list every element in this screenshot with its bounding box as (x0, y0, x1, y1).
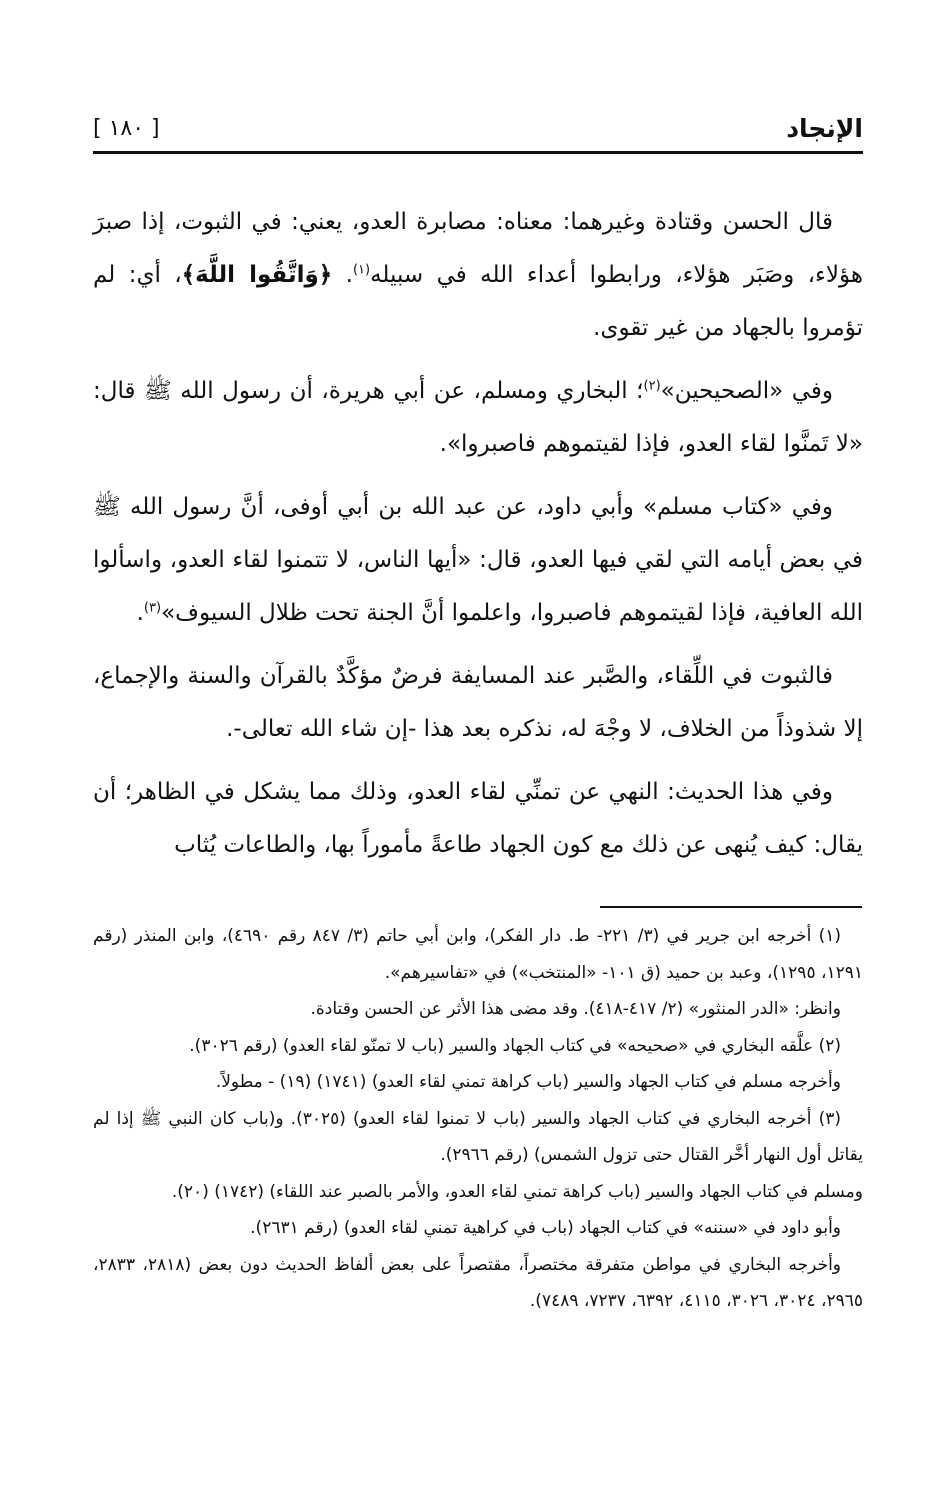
paragraph-2 (93, 365, 863, 471)
footnote-1: (١) أخرجه ابن جرير في (٣/ ٢٢١- ط. دار الفكر)، وابن أبي حاتم (٣/ ٨٤٧ رقم ٤٦٩٠)، وابن المنذر (رقم ١٢٩١، ١٢٩٥)، وعبد بن حميد (ق ١٠١- «المنتخب») في «تفاسيرهم». (93, 926, 863, 983)
footnotes (93, 918, 863, 1320)
footnote-1-continued: وانظر: «الدر المنثور» (٢/ ٤١٧-٤١٨). وقد مضى هذا الأثر عن الحسن وقتادة. (310, 999, 841, 1019)
paragraph-3-text-b: . (136, 600, 144, 626)
paragraph-2-text-a: وفي «الصحيحين» (660, 378, 833, 404)
footnote-2: (٢) علَّقه البخاري في «صحيحه» في كتاب الجهاد والسير (باب لا تمنّو لقاء العدو) (رقم ٣٠٢٦). (189, 1035, 841, 1056)
footnote-ref-1: (١) (352, 262, 371, 278)
footnote-2-continued: وأخرجه مسلم في كتاب الجهاد والسير (باب كراهة تمني لقاء العدو) (١٧٤١) (١٩) - مطولاً. (215, 1072, 841, 1092)
paragraph-5: وفي هذا الحديث: النهي عن تمنِّي لقاء العدو، وذلك مما يشكل في الظاهر؛ أن يقال: كيف يُنهى عن ذلك مع كون الجهاد طاعةً مأموراً بها، والطاعات يُثاب (93, 779, 863, 858)
paragraph-3-text-a: وفي «كتاب مسلم» وأبي داود، عن عبد الله بن أبي أوفى، أنَّ رسول الله ﷺ في بعض أيامه التي لقي فيها العدو، قال: «أيها الناس، لا تتمنوا لقاء العدو، واسألوا الله العافية، فإذا لقيتموهم فاصبروا، واعلموا أنَّ الجنة تحت ظلال السيوف» (93, 494, 863, 626)
footnote-3: (٣) أخرجه البخاري في كتاب الجهاد والسير (باب لا تمنوا لقاء العدو) (٣٠٢٥). و(باب كان النبي ﷺ إذا لم يقاتل أول النهار أخَّر القتال حتى تزول الشمس) (رقم ٢٩٦٦). (93, 1108, 863, 1165)
page-number: [ ١٨٠ ] (93, 116, 160, 141)
paragraph-1-text-b: . (332, 262, 353, 288)
paragraph-3 (93, 481, 863, 640)
footnote-ref-2: (٢) (643, 378, 661, 394)
header-rule (93, 151, 863, 154)
paragraph-2-text-b: ؛ البخاري ومسلم، عن أبي هريرة، أن رسول الله ﷺ قال: «لا تَمنَّوا لقاء العدو، فإذا لقيتموهم فاصبروا». (93, 378, 863, 457)
paragraph-1-text-a: قال الحسن وقتادة وغيرهما: معناه: مصابرة العدو، يعني: في الثبوت، إذا صبرَ هؤلاء، وصَبَر هؤلاء، ورابطوا أعداء الله في سبيله (93, 209, 863, 288)
footnote-ref-3: (٣) (143, 600, 162, 616)
paragraph-1 (93, 196, 863, 355)
footnote-separator (600, 906, 862, 908)
footnote-3-continued-c: وأخرجه البخاري في مواطن متفرقة مختصراً، مقتصراً على بعض ألفاظ الحديث دون بعض (٢٨١٨، ٢٨٣٣، ٢٩٦٥، ٣٠٢٤، ٣٠٢٦، ٤١١٥، ٦٣٩٢، ٧٢٣٧، ٧٤٨٩). (93, 1254, 863, 1311)
main-text (93, 196, 863, 872)
page-header (93, 108, 863, 150)
running-title: الإنجاد (786, 114, 863, 143)
footnote-3-continued-a: ومسلم في كتاب الجهاد والسير (باب كراهة تمني لقاء العدو، والأمر بالصبر عند اللقاء) (١٧٤٢) (٢٠). (171, 1181, 863, 1202)
paragraph-1-text-c: ، أي: لم تؤمروا بالجهاد من غير تقوى. (93, 262, 863, 341)
quran-quote: ﴿وَاتَّقُوا اللَّهَ﴾ (181, 262, 333, 288)
footnote-3-continued-b: وأبو داود في «سننه» في كتاب الجهاد (باب في كراهية تمني لقاء العدو) (رقم ٢٦٣١). (250, 1218, 841, 1238)
paragraph-4: فالثبوت في اللِّقاء، والصَّبر عند المسايفة فرضٌ مؤكَّدٌ بالقرآن والسنة والإجماع، إلا شذوذاً من الخلاف، لا وجْهَ له، نذكره بعد هذا -إن شاء الله تعالى-. (93, 663, 863, 742)
